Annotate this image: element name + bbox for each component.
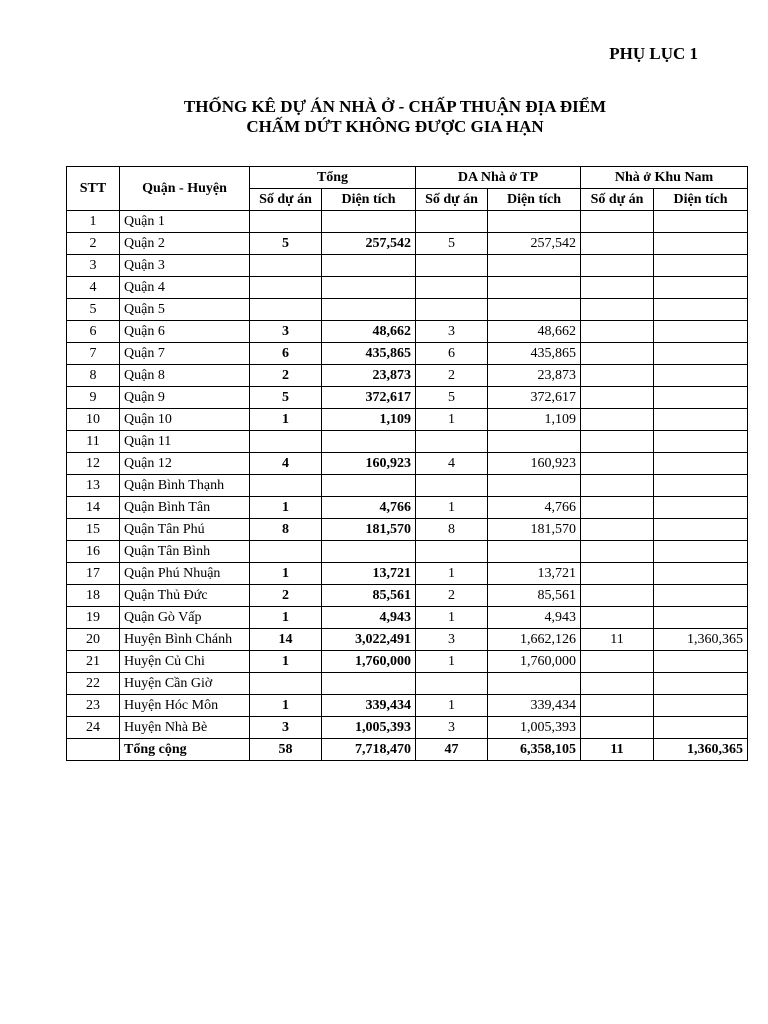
header-total: Tổng <box>250 167 416 189</box>
total-area-cell <box>322 673 416 695</box>
tp-area-cell: 48,662 <box>488 321 581 343</box>
district-cell: Quận 8 <box>120 365 250 387</box>
tp-count-cell: 3 <box>416 321 488 343</box>
table-row <box>67 541 748 563</box>
tp-area-cell: 257,542 <box>488 233 581 255</box>
total-count-cell <box>250 255 322 277</box>
stt-cell: 3 <box>67 255 120 277</box>
tp-count-cell <box>416 211 488 233</box>
total-area-cell: 1,005,393 <box>322 717 416 739</box>
kn-count-cell <box>581 651 654 673</box>
total-count-cell <box>250 431 322 453</box>
total-count-cell: 2 <box>250 365 322 387</box>
stt-cell: 7 <box>67 343 120 365</box>
header-khu-nam: Nhà ở Khu Nam <box>581 167 748 189</box>
totals-label: Tổng cộng <box>120 739 250 761</box>
district-cell: Quận Tân Phú <box>120 519 250 541</box>
kn-count-cell <box>581 673 654 695</box>
total-area-cell: 48,662 <box>322 321 416 343</box>
kn-count-cell <box>581 431 654 453</box>
tp-area-cell: 85,561 <box>488 585 581 607</box>
district-cell: Quận 2 <box>120 233 250 255</box>
kn-area-cell <box>654 607 748 629</box>
title-line-2: CHẤM DỨT KHÔNG ĐƯỢC GIA HẠN <box>246 117 544 136</box>
stt-cell: 16 <box>67 541 120 563</box>
total-count-cell <box>250 277 322 299</box>
total-count-cell: 1 <box>250 497 322 519</box>
table-row <box>67 233 748 255</box>
kn-count-cell <box>581 497 654 519</box>
total-area-cell: 1,760,000 <box>322 651 416 673</box>
tp-area-cell <box>488 541 581 563</box>
totals-stt-cell <box>67 739 120 761</box>
total-count-cell: 14 <box>250 629 322 651</box>
total-area-cell <box>322 255 416 277</box>
kn-area-cell <box>654 211 748 233</box>
tp-count-cell: 4 <box>416 453 488 475</box>
tp-count-cell <box>416 255 488 277</box>
total-count-cell: 3 <box>250 321 322 343</box>
total-area-cell: 85,561 <box>322 585 416 607</box>
totals-kn-area: 1,360,365 <box>654 739 748 761</box>
tp-count-cell: 1 <box>416 497 488 519</box>
total-area-cell: 4,943 <box>322 607 416 629</box>
district-cell: Quận 12 <box>120 453 250 475</box>
tp-count-cell <box>416 475 488 497</box>
district-cell: Quận 9 <box>120 387 250 409</box>
total-area-cell <box>322 475 416 497</box>
tp-area-cell: 181,570 <box>488 519 581 541</box>
tp-count-cell: 8 <box>416 519 488 541</box>
totals-kn-count: 11 <box>581 739 654 761</box>
tp-count-cell <box>416 299 488 321</box>
total-area-cell <box>322 431 416 453</box>
kn-area-cell <box>654 299 748 321</box>
stt-cell: 8 <box>67 365 120 387</box>
tp-area-cell: 1,760,000 <box>488 651 581 673</box>
kn-area-cell <box>654 233 748 255</box>
total-count-cell <box>250 211 322 233</box>
district-cell: Huyện Hóc Môn <box>120 695 250 717</box>
tp-count-cell: 3 <box>416 717 488 739</box>
tp-area-cell: 339,434 <box>488 695 581 717</box>
totals-tp-area: 6,358,105 <box>488 739 581 761</box>
total-count-cell: 5 <box>250 387 322 409</box>
total-area-cell: 160,923 <box>322 453 416 475</box>
stt-cell: 11 <box>67 431 120 453</box>
tp-area-cell <box>488 211 581 233</box>
table-row <box>67 387 748 409</box>
stt-cell: 17 <box>67 563 120 585</box>
stt-cell: 10 <box>67 409 120 431</box>
total-area-cell: 1,109 <box>322 409 416 431</box>
kn-area-cell: 1,360,365 <box>654 629 748 651</box>
total-area-cell <box>322 211 416 233</box>
tp-count-cell: 1 <box>416 607 488 629</box>
table-row <box>67 585 748 607</box>
header-stt: STT <box>67 167 120 211</box>
table-row <box>67 453 748 475</box>
kn-area-cell <box>654 585 748 607</box>
header-da-tp: DA Nhà ở TP <box>416 167 581 189</box>
table-row <box>67 343 748 365</box>
stt-cell: 19 <box>67 607 120 629</box>
stt-cell: 5 <box>67 299 120 321</box>
header-kn-count: Số dự án <box>581 189 654 211</box>
district-cell: Quận Bình Tân <box>120 497 250 519</box>
table-row <box>67 629 748 651</box>
stt-cell: 14 <box>67 497 120 519</box>
kn-area-cell <box>654 497 748 519</box>
total-count-cell: 6 <box>250 343 322 365</box>
tp-area-cell: 372,617 <box>488 387 581 409</box>
kn-area-cell <box>654 365 748 387</box>
table-row <box>67 299 748 321</box>
kn-area-cell <box>654 475 748 497</box>
kn-count-cell <box>581 387 654 409</box>
kn-count-cell: 11 <box>581 629 654 651</box>
stt-cell: 9 <box>67 387 120 409</box>
tp-count-cell: 5 <box>416 387 488 409</box>
kn-count-cell <box>581 255 654 277</box>
tp-area-cell: 4,766 <box>488 497 581 519</box>
tp-area-cell <box>488 277 581 299</box>
kn-area-cell <box>654 277 748 299</box>
total-count-cell: 8 <box>250 519 322 541</box>
totals-row <box>67 739 748 761</box>
district-cell: Huyện Củ Chi <box>120 651 250 673</box>
stt-cell: 13 <box>67 475 120 497</box>
total-count-cell: 4 <box>250 453 322 475</box>
stt-cell: 23 <box>67 695 120 717</box>
district-cell: Quận 10 <box>120 409 250 431</box>
table-row <box>67 475 748 497</box>
stt-cell: 24 <box>67 717 120 739</box>
tp-area-cell: 23,873 <box>488 365 581 387</box>
table-row <box>67 651 748 673</box>
tp-area-cell: 13,721 <box>488 563 581 585</box>
district-cell: Huyện Bình Chánh <box>120 629 250 651</box>
kn-count-cell <box>581 585 654 607</box>
kn-area-cell <box>654 695 748 717</box>
totals-total-area: 7,718,470 <box>322 739 416 761</box>
stt-cell: 1 <box>67 211 120 233</box>
total-count-cell: 1 <box>250 563 322 585</box>
table-row <box>67 255 748 277</box>
kn-count-cell <box>581 321 654 343</box>
district-cell: Quận 11 <box>120 431 250 453</box>
kn-count-cell <box>581 277 654 299</box>
total-area-cell <box>322 541 416 563</box>
stt-cell: 2 <box>67 233 120 255</box>
kn-count-cell <box>581 409 654 431</box>
kn-area-cell <box>654 541 748 563</box>
table-row <box>67 695 748 717</box>
kn-area-cell <box>654 409 748 431</box>
kn-count-cell <box>581 233 654 255</box>
table-row <box>67 431 748 453</box>
district-cell: Quận 1 <box>120 211 250 233</box>
total-count-cell <box>250 475 322 497</box>
table-row <box>67 277 748 299</box>
total-count-cell: 1 <box>250 695 322 717</box>
stt-cell: 18 <box>67 585 120 607</box>
table-row <box>67 673 748 695</box>
header-kn-area: Diện tích <box>654 189 748 211</box>
stt-cell: 4 <box>67 277 120 299</box>
kn-count-cell <box>581 519 654 541</box>
stt-cell: 6 <box>67 321 120 343</box>
kn-area-cell <box>654 431 748 453</box>
tp-count-cell: 2 <box>416 365 488 387</box>
tp-count-cell <box>416 673 488 695</box>
kn-area-cell <box>654 387 748 409</box>
district-cell: Quận 5 <box>120 299 250 321</box>
table-row <box>67 607 748 629</box>
tp-area-cell: 1,109 <box>488 409 581 431</box>
tp-area-cell <box>488 431 581 453</box>
district-cell: Quận 7 <box>120 343 250 365</box>
tp-area-cell: 435,865 <box>488 343 581 365</box>
district-cell: Quận 3 <box>120 255 250 277</box>
tp-area-cell <box>488 475 581 497</box>
tp-area-cell: 1,005,393 <box>488 717 581 739</box>
table-row <box>67 519 748 541</box>
total-area-cell: 257,542 <box>322 233 416 255</box>
kn-count-cell <box>581 475 654 497</box>
kn-area-cell <box>654 651 748 673</box>
total-area-cell: 339,434 <box>322 695 416 717</box>
district-cell: Huyện Cần Giờ <box>120 673 250 695</box>
total-area-cell: 13,721 <box>322 563 416 585</box>
kn-area-cell <box>654 255 748 277</box>
kn-count-cell <box>581 453 654 475</box>
total-area-cell: 181,570 <box>322 519 416 541</box>
header-total-count: Số dự án <box>250 189 322 211</box>
tp-count-cell <box>416 277 488 299</box>
tp-count-cell: 3 <box>416 629 488 651</box>
total-count-cell: 1 <box>250 607 322 629</box>
header-tp-count: Số dự án <box>416 189 488 211</box>
total-count-cell <box>250 541 322 563</box>
stt-cell: 12 <box>67 453 120 475</box>
tp-count-cell: 6 <box>416 343 488 365</box>
kn-count-cell <box>581 563 654 585</box>
tp-count-cell: 2 <box>416 585 488 607</box>
kn-area-cell <box>654 453 748 475</box>
table-row <box>67 409 748 431</box>
tp-area-cell <box>488 673 581 695</box>
total-area-cell: 23,873 <box>322 365 416 387</box>
kn-area-cell <box>654 563 748 585</box>
district-cell: Quận 4 <box>120 277 250 299</box>
kn-count-cell <box>581 299 654 321</box>
kn-count-cell <box>581 717 654 739</box>
kn-count-cell <box>581 211 654 233</box>
tp-count-cell <box>416 431 488 453</box>
total-area-cell: 372,617 <box>322 387 416 409</box>
district-cell: Quận Phú Nhuận <box>120 563 250 585</box>
total-count-cell: 5 <box>250 233 322 255</box>
tp-area-cell: 4,943 <box>488 607 581 629</box>
district-cell: Quận Bình Thạnh <box>120 475 250 497</box>
stt-cell: 15 <box>67 519 120 541</box>
district-cell: Quận Thủ Đức <box>120 585 250 607</box>
table-row <box>67 717 748 739</box>
totals-total-count: 58 <box>250 739 322 761</box>
header-total-area: Diện tích <box>322 189 416 211</box>
total-area-cell: 3,022,491 <box>322 629 416 651</box>
tp-area-cell: 1,662,126 <box>488 629 581 651</box>
tp-count-cell: 1 <box>416 651 488 673</box>
tp-count-cell: 1 <box>416 695 488 717</box>
total-count-cell: 3 <box>250 717 322 739</box>
document-title <box>0 97 768 137</box>
table-body <box>67 211 748 739</box>
total-count-cell: 2 <box>250 585 322 607</box>
header-district: Quận - Huyện <box>120 167 250 211</box>
stt-cell: 22 <box>67 673 120 695</box>
table-row <box>67 321 748 343</box>
kn-count-cell <box>581 343 654 365</box>
total-count-cell <box>250 673 322 695</box>
project-statistics-table <box>66 166 748 761</box>
table-row <box>67 497 748 519</box>
tp-area-cell <box>488 255 581 277</box>
kn-count-cell <box>581 695 654 717</box>
totals-tp-count: 47 <box>416 739 488 761</box>
total-count-cell: 1 <box>250 409 322 431</box>
total-count-cell: 1 <box>250 651 322 673</box>
total-area-cell <box>322 299 416 321</box>
kn-area-cell <box>654 673 748 695</box>
kn-count-cell <box>581 365 654 387</box>
total-area-cell <box>322 277 416 299</box>
district-cell: Quận 6 <box>120 321 250 343</box>
tp-count-cell: 1 <box>416 409 488 431</box>
total-area-cell: 4,766 <box>322 497 416 519</box>
header-tp-area: Diện tích <box>488 189 581 211</box>
stt-cell: 20 <box>67 629 120 651</box>
kn-area-cell <box>654 321 748 343</box>
district-cell: Quận Gò Vấp <box>120 607 250 629</box>
kn-area-cell <box>654 343 748 365</box>
table-row <box>67 211 748 233</box>
total-count-cell <box>250 299 322 321</box>
tp-area-cell: 160,923 <box>488 453 581 475</box>
total-area-cell: 435,865 <box>322 343 416 365</box>
tp-count-cell <box>416 541 488 563</box>
header-row-groups <box>67 167 748 189</box>
stt-cell: 21 <box>67 651 120 673</box>
district-cell: Huyện Nhà Bè <box>120 717 250 739</box>
table-row <box>67 365 748 387</box>
title-line-1: THỐNG KÊ DỰ ÁN NHÀ Ở - CHẤP THUẬN ĐỊA ĐIỂM <box>183 97 607 116</box>
table-row <box>67 563 748 585</box>
tp-count-cell: 1 <box>416 563 488 585</box>
kn-area-cell <box>654 519 748 541</box>
kn-count-cell <box>581 541 654 563</box>
tp-count-cell: 5 <box>416 233 488 255</box>
district-cell: Quận Tân Bình <box>120 541 250 563</box>
kn-count-cell <box>581 607 654 629</box>
tp-area-cell <box>488 299 581 321</box>
kn-area-cell <box>654 717 748 739</box>
appendix-label: PHỤ LỤC 1 <box>609 44 698 63</box>
